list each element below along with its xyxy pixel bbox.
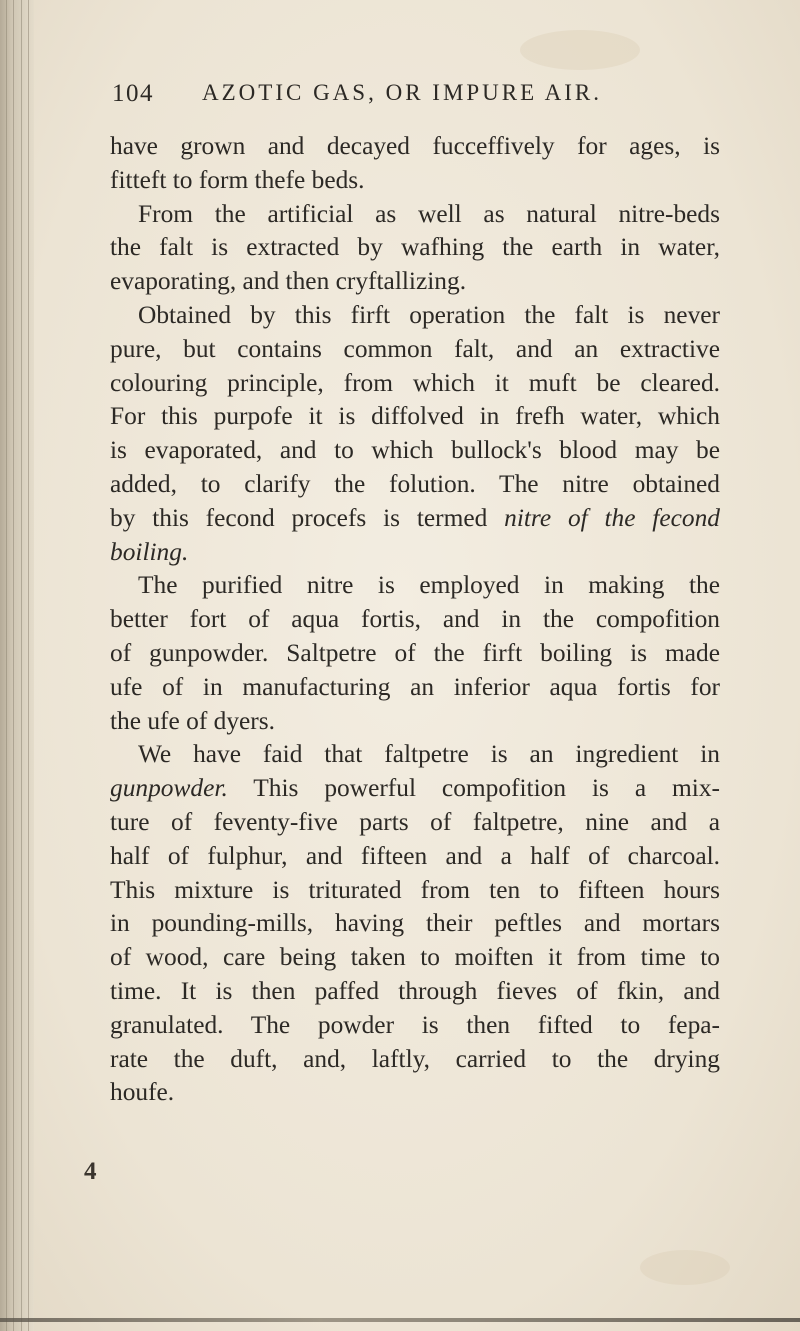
text-line: the falt is extracted by wafhing the earth in water, bbox=[110, 233, 720, 262]
text-line: rate the duft, and, laftly, carried to the drying bbox=[110, 1044, 720, 1073]
text-line: Obtained by this firft operation the falt is never bbox=[138, 300, 720, 329]
text-line: fitteft to form thefe beds. bbox=[110, 165, 365, 194]
text-line: This mixture is triturated from ten to fifteen hours bbox=[110, 875, 720, 904]
text-line: evaporating, and then cryftallizing. bbox=[110, 267, 467, 296]
text-line: pure, but contains common falt, and an extractive bbox=[110, 334, 720, 363]
bottom-edge-rule bbox=[0, 1318, 800, 1322]
text-line: the ufe of dyers. bbox=[110, 706, 275, 735]
text-line: better fort of aqua fortis, and in the compofition bbox=[110, 605, 720, 634]
text-line: in pounding-mills, having their peftles and mortars bbox=[110, 909, 720, 938]
gutter-line bbox=[13, 0, 14, 1331]
text-line: From the artificial as well as natural nitre-beds bbox=[138, 199, 720, 228]
gutter-line bbox=[28, 0, 29, 1331]
text-line: colouring principle, from which it muft be cleared. bbox=[110, 368, 720, 397]
gutter-line bbox=[6, 0, 7, 1331]
gutter-line bbox=[21, 0, 22, 1331]
text-line: half of fulphur, and fifteen and a half of charcoal. bbox=[110, 841, 720, 870]
text-line: have grown and decayed fucceffively for ages, is bbox=[110, 132, 720, 160]
marginal-mark: 4 bbox=[84, 1158, 97, 1185]
body-text bbox=[110, 130, 720, 1110]
text-line: ture of feventy-five parts of faltpetre, nine and a bbox=[110, 807, 720, 836]
text-line: gunpowder. This powerful compofition is a mix- bbox=[110, 774, 720, 803]
text-line: of wood, care being taken to moiften it from time to bbox=[110, 943, 720, 972]
text-line: The purified nitre is employed in making the bbox=[138, 571, 720, 600]
page-number: 104 bbox=[112, 80, 154, 107]
text-line: time. It is then paffed through fieves of fkin, and bbox=[110, 976, 720, 1005]
text-line: by this fecond procefs is termed nitre of the fecond bbox=[110, 503, 720, 532]
paper-stain bbox=[520, 30, 640, 70]
text-line: For this purpofe it is diffolved in frefh water, which bbox=[110, 402, 720, 431]
running-head: AZOTIC GAS, OR IMPURE AIR. bbox=[202, 80, 603, 105]
text-line: boiling. bbox=[110, 537, 189, 566]
text-line: houfe. bbox=[110, 1078, 175, 1107]
text-line: is evaporated, and to which bullock's blood may be bbox=[110, 436, 720, 465]
text-line: ufe of in manufacturing an inferior aqua fortis for bbox=[110, 672, 720, 701]
text-line: of gunpowder. Saltpetre of the firft boiling is made bbox=[110, 638, 720, 667]
paper-stain bbox=[640, 1250, 730, 1285]
text-line: granulated. The powder is then fifted to fepa- bbox=[110, 1010, 720, 1039]
text-line: added, to clarify the folution. The nitre obtained bbox=[110, 469, 720, 498]
page-header bbox=[112, 80, 712, 114]
text-line: We have faid that faltpetre is an ingredient in bbox=[138, 740, 720, 769]
